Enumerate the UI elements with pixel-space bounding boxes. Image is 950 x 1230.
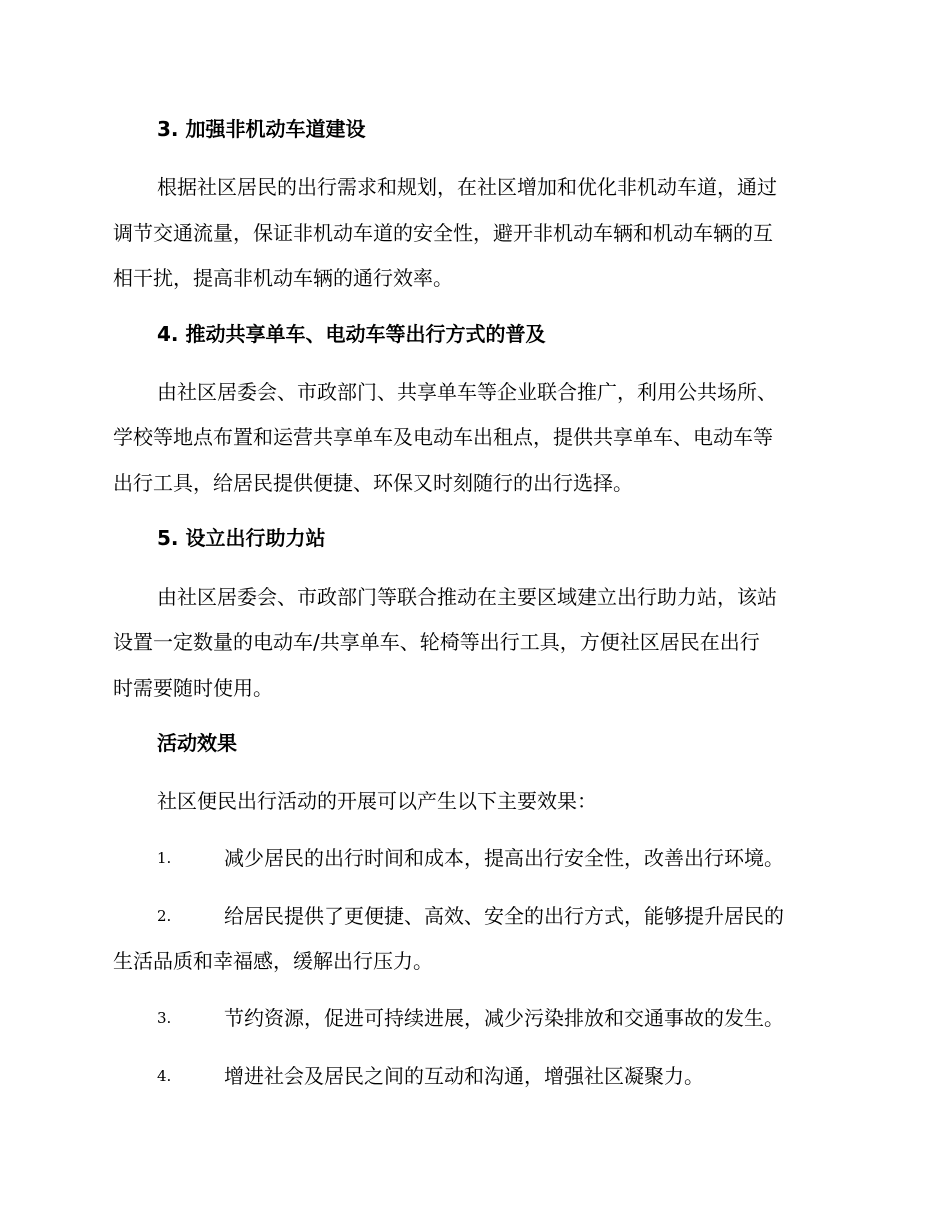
paragraph-line: 设置一定数量的电动车/共享单车、轮椅等出行工具，方便社区居民在出行 [113,630,760,654]
list-item-text: 节约资源，促进可持续进展，减少污染排放和交通事故的发生。 [224,1006,784,1030]
list-item-text: 增进社会及居民之间的互动和沟通，增强社区凝聚力。 [224,1064,704,1088]
effects-intro: 社区便民出行活动的开展可以产生以下主要效果： [157,789,597,813]
paragraph-line: 相干扰，提高非机动车辆的通行效率。 [113,266,453,290]
paragraph-line: 根据社区居民的出行需求和规划，在社区增加和优化非机动车道，通过 [157,175,777,199]
list-item-number: 1. [157,849,172,867]
list-item-number: 4. [157,1067,172,1085]
list-item-text: 减少居民的出行时间和成本，提高出行安全性，改善出行环境。 [224,846,784,870]
paragraph-line: 时需要随时使用。 [113,676,273,700]
list-item-text: 给居民提供了更便捷、高效、安全的出行方式，能够提升居民的 [224,904,784,928]
list-item-number: 2. [157,907,172,925]
paragraph-line: 学校等地点布置和运营共享单车及电动车出租点，提供共享单车、电动车等 [113,425,773,449]
list-item-number: 3. [157,1009,172,1027]
paragraph-line: 由社区居委会、市政部门等联合推动在主要区域建立出行助力站，该站 [157,585,777,609]
list-item-text: 生活品质和幸福感，缓解出行压力。 [113,949,433,973]
section-heading: 3. 加强非机动车道建设 [157,117,366,141]
paragraph-line: 调节交通流量，保证非机动车道的安全性，避开非机动车辆和机动车辆的互 [113,221,773,245]
effects-heading: 活动效果 [157,731,237,755]
paragraph-line: 出行工具，给居民提供便捷、环保又时刻随行的出行选择。 [113,471,633,495]
section-heading: 4. 推动共享单车、电动车等出行方式的普及 [157,322,546,346]
section-heading: 5. 设立出行助力站 [157,526,326,550]
paragraph-line: 由社区居委会、市政部门、共享单车等企业联合推广，利用公共场所、 [157,380,777,404]
